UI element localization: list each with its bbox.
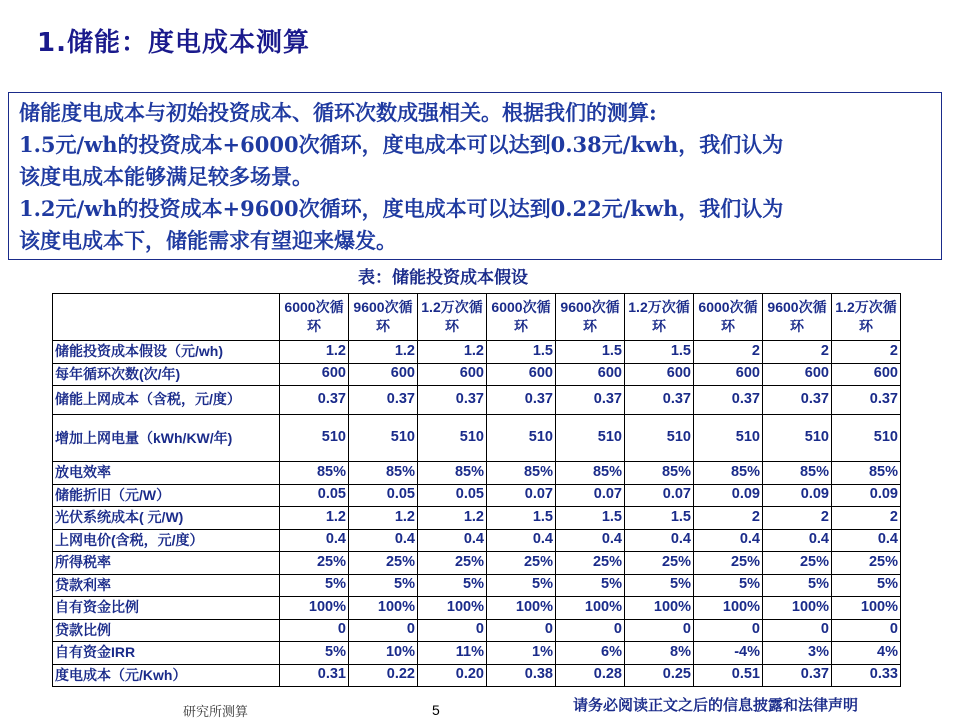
table-cell: 600 bbox=[763, 363, 832, 386]
table-cell: 5% bbox=[418, 574, 487, 597]
table-cell: 0.37 bbox=[418, 386, 487, 415]
table-cell: 1.5 bbox=[625, 507, 694, 530]
table-cell: 600 bbox=[280, 363, 349, 386]
table-row bbox=[53, 619, 901, 642]
table-cell: 1% bbox=[487, 642, 556, 665]
table-cell: 0.09 bbox=[763, 484, 832, 507]
column-header: 9600次循环 bbox=[349, 294, 418, 341]
table-cell: 6% bbox=[556, 642, 625, 665]
row-label: 贷款比例 bbox=[53, 619, 280, 642]
table-cell: 600 bbox=[556, 363, 625, 386]
table-cell: 85% bbox=[763, 462, 832, 485]
table-row bbox=[53, 484, 901, 507]
table-cell: 0 bbox=[763, 619, 832, 642]
table-cell: 600 bbox=[487, 363, 556, 386]
table-cell: 2 bbox=[763, 341, 832, 364]
column-header: 9600次循环 bbox=[763, 294, 832, 341]
table-cell: 510 bbox=[763, 415, 832, 462]
table-cell: 0 bbox=[556, 619, 625, 642]
table-cell: 85% bbox=[280, 462, 349, 485]
column-header: 1.2万次循环 bbox=[832, 294, 901, 341]
table-cell: 85% bbox=[832, 462, 901, 485]
table-cell: 85% bbox=[418, 462, 487, 485]
table-cell: 0.09 bbox=[832, 484, 901, 507]
table-cell: 100% bbox=[625, 597, 694, 620]
table-cell: 0.4 bbox=[487, 529, 556, 552]
table-cell: 1.5 bbox=[487, 507, 556, 530]
table-cell: 5% bbox=[832, 574, 901, 597]
summary-line: 1.2元/wh的投资成本+9600次循环，度电成本可以达到0.22元/kwh，我们认为 bbox=[19, 196, 784, 221]
table-cell: 0 bbox=[280, 619, 349, 642]
table-cell: 0.4 bbox=[349, 529, 418, 552]
table-cell: 100% bbox=[280, 597, 349, 620]
table-cell: 100% bbox=[556, 597, 625, 620]
table-cell: 0.37 bbox=[625, 386, 694, 415]
table-cell: 1.5 bbox=[556, 507, 625, 530]
table-cell: 510 bbox=[349, 415, 418, 462]
row-label: 每年循环次数(次/年) bbox=[53, 363, 280, 386]
table-cell: 0.07 bbox=[556, 484, 625, 507]
table-cell: 5% bbox=[694, 574, 763, 597]
table-cell: 510 bbox=[625, 415, 694, 462]
table-cell: 100% bbox=[349, 597, 418, 620]
table-cell: -4% bbox=[694, 642, 763, 665]
table-cell: 0.09 bbox=[694, 484, 763, 507]
summary-line: 该度电成本下，储能需求有望迎来爆发。 bbox=[19, 228, 397, 253]
table-cell: 510 bbox=[556, 415, 625, 462]
table-cell: 85% bbox=[487, 462, 556, 485]
row-label: 贷款利率 bbox=[53, 574, 280, 597]
table-cell: 0.07 bbox=[487, 484, 556, 507]
table-cell: 5% bbox=[349, 574, 418, 597]
table-cell: 25% bbox=[556, 552, 625, 575]
row-label: 储能投资成本假设（元/wh) bbox=[53, 341, 280, 364]
table-row bbox=[53, 597, 901, 620]
row-label: 度电成本（元/Kwh） bbox=[53, 664, 280, 687]
table-cell: 600 bbox=[625, 363, 694, 386]
column-header: 1.2万次循环 bbox=[418, 294, 487, 341]
row-label: 自有资金IRR bbox=[53, 642, 280, 665]
header-row bbox=[53, 294, 901, 341]
column-header: 9600次循环 bbox=[556, 294, 625, 341]
table-row bbox=[53, 363, 901, 386]
table-cell: 0.4 bbox=[556, 529, 625, 552]
table-cell: 25% bbox=[763, 552, 832, 575]
table-row bbox=[53, 341, 901, 364]
table-cell: 0.37 bbox=[694, 386, 763, 415]
table-cell: 0 bbox=[832, 619, 901, 642]
table-cell: 1.2 bbox=[349, 341, 418, 364]
table-cell: 600 bbox=[694, 363, 763, 386]
table-cell: 25% bbox=[694, 552, 763, 575]
table-cell: 1.5 bbox=[625, 341, 694, 364]
table-row bbox=[53, 462, 901, 485]
table-cell: 510 bbox=[694, 415, 763, 462]
column-header: 6000次循环 bbox=[280, 294, 349, 341]
table-row bbox=[53, 664, 901, 687]
row-label: 所得税率 bbox=[53, 552, 280, 575]
summary-line: 1.5元/wh的投资成本+6000次循环，度电成本可以达到0.38元/kwh，我们认为 bbox=[19, 132, 784, 157]
table-cell: 85% bbox=[556, 462, 625, 485]
table-cell: 100% bbox=[763, 597, 832, 620]
table-cell: 5% bbox=[763, 574, 832, 597]
row-label: 储能折旧（元/W） bbox=[53, 484, 280, 507]
summary-box bbox=[8, 92, 942, 260]
table-cell: 3% bbox=[763, 642, 832, 665]
table-cell: 510 bbox=[487, 415, 556, 462]
page-number: 5 bbox=[432, 702, 440, 718]
table-cell: 5% bbox=[556, 574, 625, 597]
table-cell: 5% bbox=[280, 574, 349, 597]
table-cell: 0 bbox=[694, 619, 763, 642]
table-cell: 0.33 bbox=[832, 664, 901, 687]
table-cell: 1.2 bbox=[418, 507, 487, 530]
table-cell: 510 bbox=[832, 415, 901, 462]
column-header: 6000次循环 bbox=[487, 294, 556, 341]
table-cell: 11% bbox=[418, 642, 487, 665]
table-cell: 0 bbox=[349, 619, 418, 642]
table-caption: 表：储能投资成本假设 bbox=[358, 268, 528, 288]
table-cell: 1.2 bbox=[418, 341, 487, 364]
row-label: 光伏系统成本( 元/W) bbox=[53, 507, 280, 530]
table-cell: 0.38 bbox=[487, 664, 556, 687]
table-row bbox=[53, 507, 901, 530]
table-cell: 0.31 bbox=[280, 664, 349, 687]
table-cell: 0.37 bbox=[832, 386, 901, 415]
table-cell: 0.05 bbox=[280, 484, 349, 507]
table-cell: 0.07 bbox=[625, 484, 694, 507]
table-cell: 2 bbox=[832, 341, 901, 364]
table-row bbox=[53, 552, 901, 575]
table-cell: 2 bbox=[763, 507, 832, 530]
table-cell: 25% bbox=[625, 552, 694, 575]
table-cell: 25% bbox=[418, 552, 487, 575]
table-cell: 5% bbox=[625, 574, 694, 597]
table-cell: 1.2 bbox=[349, 507, 418, 530]
table-cell: 0.05 bbox=[349, 484, 418, 507]
table-row bbox=[53, 642, 901, 665]
table-cell: 0.4 bbox=[763, 529, 832, 552]
table-cell: 600 bbox=[349, 363, 418, 386]
cost-assumption-table bbox=[52, 293, 901, 687]
row-label: 增加上网电量（kWh/KW/年) bbox=[53, 415, 280, 462]
row-label: 上网电价(含税，元/度） bbox=[53, 529, 280, 552]
table-cell: 0.37 bbox=[487, 386, 556, 415]
table-cell: 25% bbox=[349, 552, 418, 575]
table-cell: 0.20 bbox=[418, 664, 487, 687]
table-cell: 1.5 bbox=[556, 341, 625, 364]
table-cell: 85% bbox=[349, 462, 418, 485]
table-cell: 2 bbox=[694, 341, 763, 364]
table-cell: 1.2 bbox=[280, 507, 349, 530]
table-cell: 0.4 bbox=[280, 529, 349, 552]
table-cell: 0.37 bbox=[763, 386, 832, 415]
table-cell: 85% bbox=[625, 462, 694, 485]
table-cell: 25% bbox=[832, 552, 901, 575]
table-cell: 0.37 bbox=[763, 664, 832, 687]
table-cell: 510 bbox=[418, 415, 487, 462]
table-cell: 0.4 bbox=[418, 529, 487, 552]
table-cell: 0.05 bbox=[418, 484, 487, 507]
table-cell: 0.4 bbox=[694, 529, 763, 552]
table-cell: 0 bbox=[625, 619, 694, 642]
table-cell: 0 bbox=[418, 619, 487, 642]
header-corner-cell bbox=[53, 294, 280, 341]
table-cell: 5% bbox=[487, 574, 556, 597]
table-row bbox=[53, 415, 901, 462]
table-row bbox=[53, 386, 901, 415]
table-row bbox=[53, 574, 901, 597]
table-cell: 0.28 bbox=[556, 664, 625, 687]
column-header: 1.2万次循环 bbox=[625, 294, 694, 341]
table-cell: 5% bbox=[280, 642, 349, 665]
table-cell: 25% bbox=[280, 552, 349, 575]
table-cell: 100% bbox=[832, 597, 901, 620]
row-label: 自有资金比例 bbox=[53, 597, 280, 620]
table-cell: 600 bbox=[832, 363, 901, 386]
table-cell: 25% bbox=[487, 552, 556, 575]
table-cell: 0.37 bbox=[556, 386, 625, 415]
table-cell: 1.5 bbox=[487, 341, 556, 364]
table-cell: 600 bbox=[418, 363, 487, 386]
table-cell: 100% bbox=[418, 597, 487, 620]
table-cell: 0.51 bbox=[694, 664, 763, 687]
row-label: 放电效率 bbox=[53, 462, 280, 485]
row-label: 储能上网成本（含税，元/度） bbox=[53, 386, 280, 415]
table-row bbox=[53, 529, 901, 552]
table-cell: 4% bbox=[832, 642, 901, 665]
table-cell: 100% bbox=[487, 597, 556, 620]
table-cell: 2 bbox=[832, 507, 901, 530]
table-cell: 85% bbox=[694, 462, 763, 485]
column-header: 6000次循环 bbox=[694, 294, 763, 341]
table-cell: 0.22 bbox=[349, 664, 418, 687]
page-title: 1.储能：度电成本测算 bbox=[37, 28, 310, 58]
table-cell: 510 bbox=[280, 415, 349, 462]
disclaimer: 请务必阅读正文之后的信息披露和法律声明 bbox=[573, 696, 859, 714]
table-cell: 0.37 bbox=[349, 386, 418, 415]
table-cell: 0.25 bbox=[625, 664, 694, 687]
table-cell: 0.4 bbox=[625, 529, 694, 552]
summary-line: 储能度电成本与初始投资成本、循环次数成强相关。根据我们的测算: bbox=[19, 100, 657, 125]
table-cell: 10% bbox=[349, 642, 418, 665]
table-cell: 8% bbox=[625, 642, 694, 665]
table-cell: 0 bbox=[487, 619, 556, 642]
table-cell: 0.37 bbox=[280, 386, 349, 415]
table-cell: 100% bbox=[694, 597, 763, 620]
source-note: 研究所测算 bbox=[183, 705, 249, 720]
table-cell: 1.2 bbox=[280, 341, 349, 364]
table-cell: 0.4 bbox=[832, 529, 901, 552]
summary-line: 该度电成本能够满足较多场景。 bbox=[19, 164, 313, 189]
table-cell: 2 bbox=[694, 507, 763, 530]
